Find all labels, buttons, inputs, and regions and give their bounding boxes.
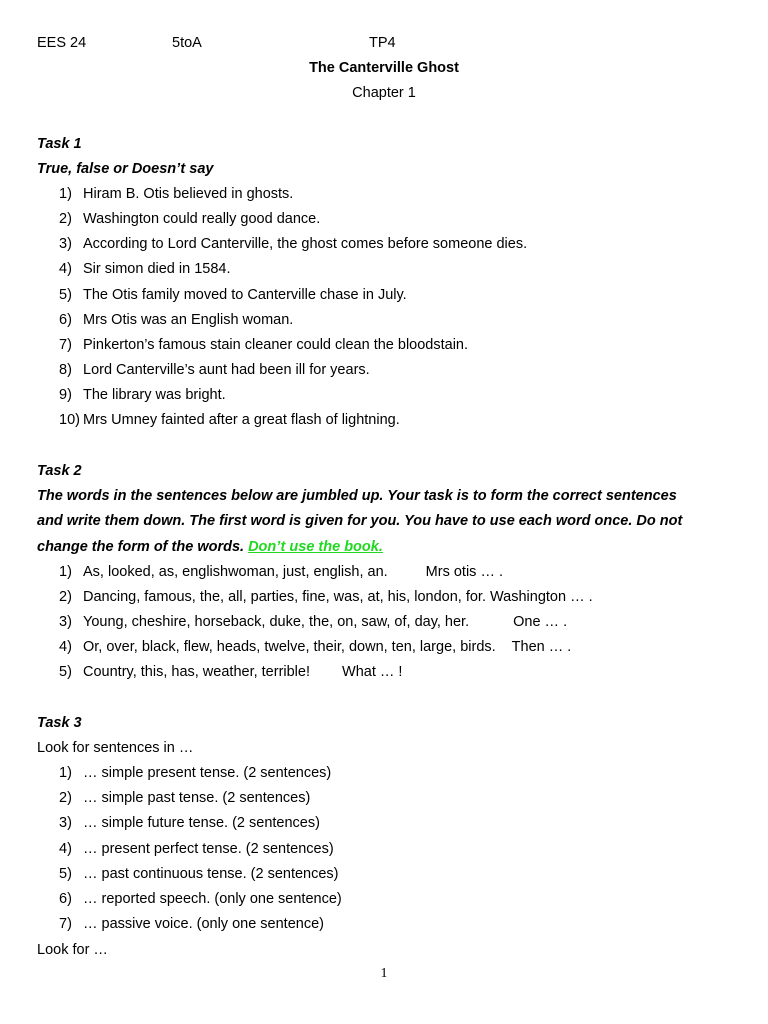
task3-outro: Look for … [37,942,108,958]
item-text: As, looked, as, englishwoman, just, english, an. [83,564,388,580]
item-number: 4) [59,261,72,277]
task2-instruction-line3 [37,538,383,556]
item-number: 1) [59,186,72,202]
item-text: Washington could really good dance. [83,211,321,227]
item-text: Country, this, has, weather, terrible! [83,664,311,680]
task3-item [59,814,320,832]
task3-item [59,915,324,933]
doc-chapter: Chapter 1 [352,85,416,101]
item-text: According to Lord Canterville, the ghost comes before someone dies. [83,236,528,252]
page-number: 1 [380,966,388,981]
item-text: … simple future tense. (2 sentences) [83,815,320,831]
task1-item [59,361,370,379]
item-text: The Otis family moved to Canterville chase in July. [83,287,407,303]
item-text: Young, cheshire, horseback, duke, the, on, saw, of, day, her. [83,614,470,630]
item-text: Dancing, famous, the, all, parties, fine, was, at, his, london, for. [83,589,486,605]
task3-item [59,865,339,883]
item-text: Mrs Otis was an English woman. [83,312,294,328]
task1-item [59,336,468,354]
task1-item [59,411,400,429]
item-text: Sir simon died in 1584. [83,261,231,277]
task2-heading: Task 2 [37,463,82,479]
item-number: 8) [59,362,72,378]
item-text: Hiram B. Otis believed in ghosts. [83,186,294,202]
instruction-text: change the form of the words. [37,539,245,555]
item-text: … simple past tense. (2 sentences) [83,790,311,806]
task1-item [59,185,293,203]
task2-item [59,563,503,581]
task1-subheading: True, false or Doesn’t say [37,161,214,177]
item-number: 2) [59,211,72,227]
task1-item [59,235,527,253]
item-hint: What … ! [342,664,403,680]
task2-instruction-line1: The words in the sentences below are jumbled up. Your task is to form the correct sentences [37,488,677,504]
item-text: … passive voice. (only one sentence) [83,916,324,932]
item-number: 1) [59,564,72,580]
item-hint: Then … . [511,639,572,655]
task1-item [59,286,407,304]
dont-use-book-note: Don’t use the book. [248,539,383,555]
item-number: 7) [59,916,72,932]
item-text: Pinkerton’s famous stain cleaner could clean the bloodstain. [83,337,469,353]
item-hint: One … . [513,614,568,630]
item-number: 3) [59,236,72,252]
task1-heading: Task 1 [37,136,82,152]
task2-item [59,613,567,631]
task3-item [59,840,334,858]
item-number: 3) [59,815,72,831]
task1-item [59,311,293,329]
item-number: 2) [59,589,72,605]
task2-item [59,638,571,656]
task2-instruction-line2: and write them down. The first word is given for you. You have to use each word once. Do not [37,513,683,529]
task3-item [59,890,342,908]
item-text: Or, over, black, flew, heads, twelve, their, down, ten, large, birds. [83,639,496,655]
item-number: 7) [59,337,72,353]
doc-class: 5toA [172,35,202,51]
item-number: 10) [59,412,80,428]
task3-item [59,764,331,782]
item-text: … reported speech. (only one sentence) [83,891,342,907]
task3-intro: Look for sentences in … [37,740,194,756]
item-number: 9) [59,387,72,403]
item-number: 4) [59,841,72,857]
task1-item [59,260,231,278]
item-number: 5) [59,866,72,882]
item-number: 4) [59,639,72,655]
doc-tp: TP4 [369,35,396,51]
task3-heading: Task 3 [37,715,82,731]
item-hint: Mrs otis … . [425,564,504,580]
item-text: Mrs Umney fainted after a great flash of lightning. [83,412,400,428]
item-text: Lord Canterville’s aunt had been ill for years. [83,362,370,378]
item-number: 6) [59,312,72,328]
task2-item [59,663,402,681]
item-text: … past continuous tense. (2 sentences) [83,866,339,882]
item-number: 6) [59,891,72,907]
item-text: … simple present tense. (2 sentences) [83,765,332,781]
task1-item [59,386,226,404]
item-number: 3) [59,614,72,630]
doc-title: The Canterville Ghost [309,60,459,76]
task1-item [59,210,320,228]
item-number: 5) [59,664,72,680]
item-number: 2) [59,790,72,806]
task3-item [59,789,310,807]
item-number: 5) [59,287,72,303]
doc-code: EES 24 [37,35,87,51]
item-hint: Washington … . [490,589,593,605]
task2-item [59,588,593,606]
item-number: 1) [59,765,72,781]
item-text: The library was bright. [83,387,226,403]
item-text: … present perfect tense. (2 sentences) [83,841,334,857]
